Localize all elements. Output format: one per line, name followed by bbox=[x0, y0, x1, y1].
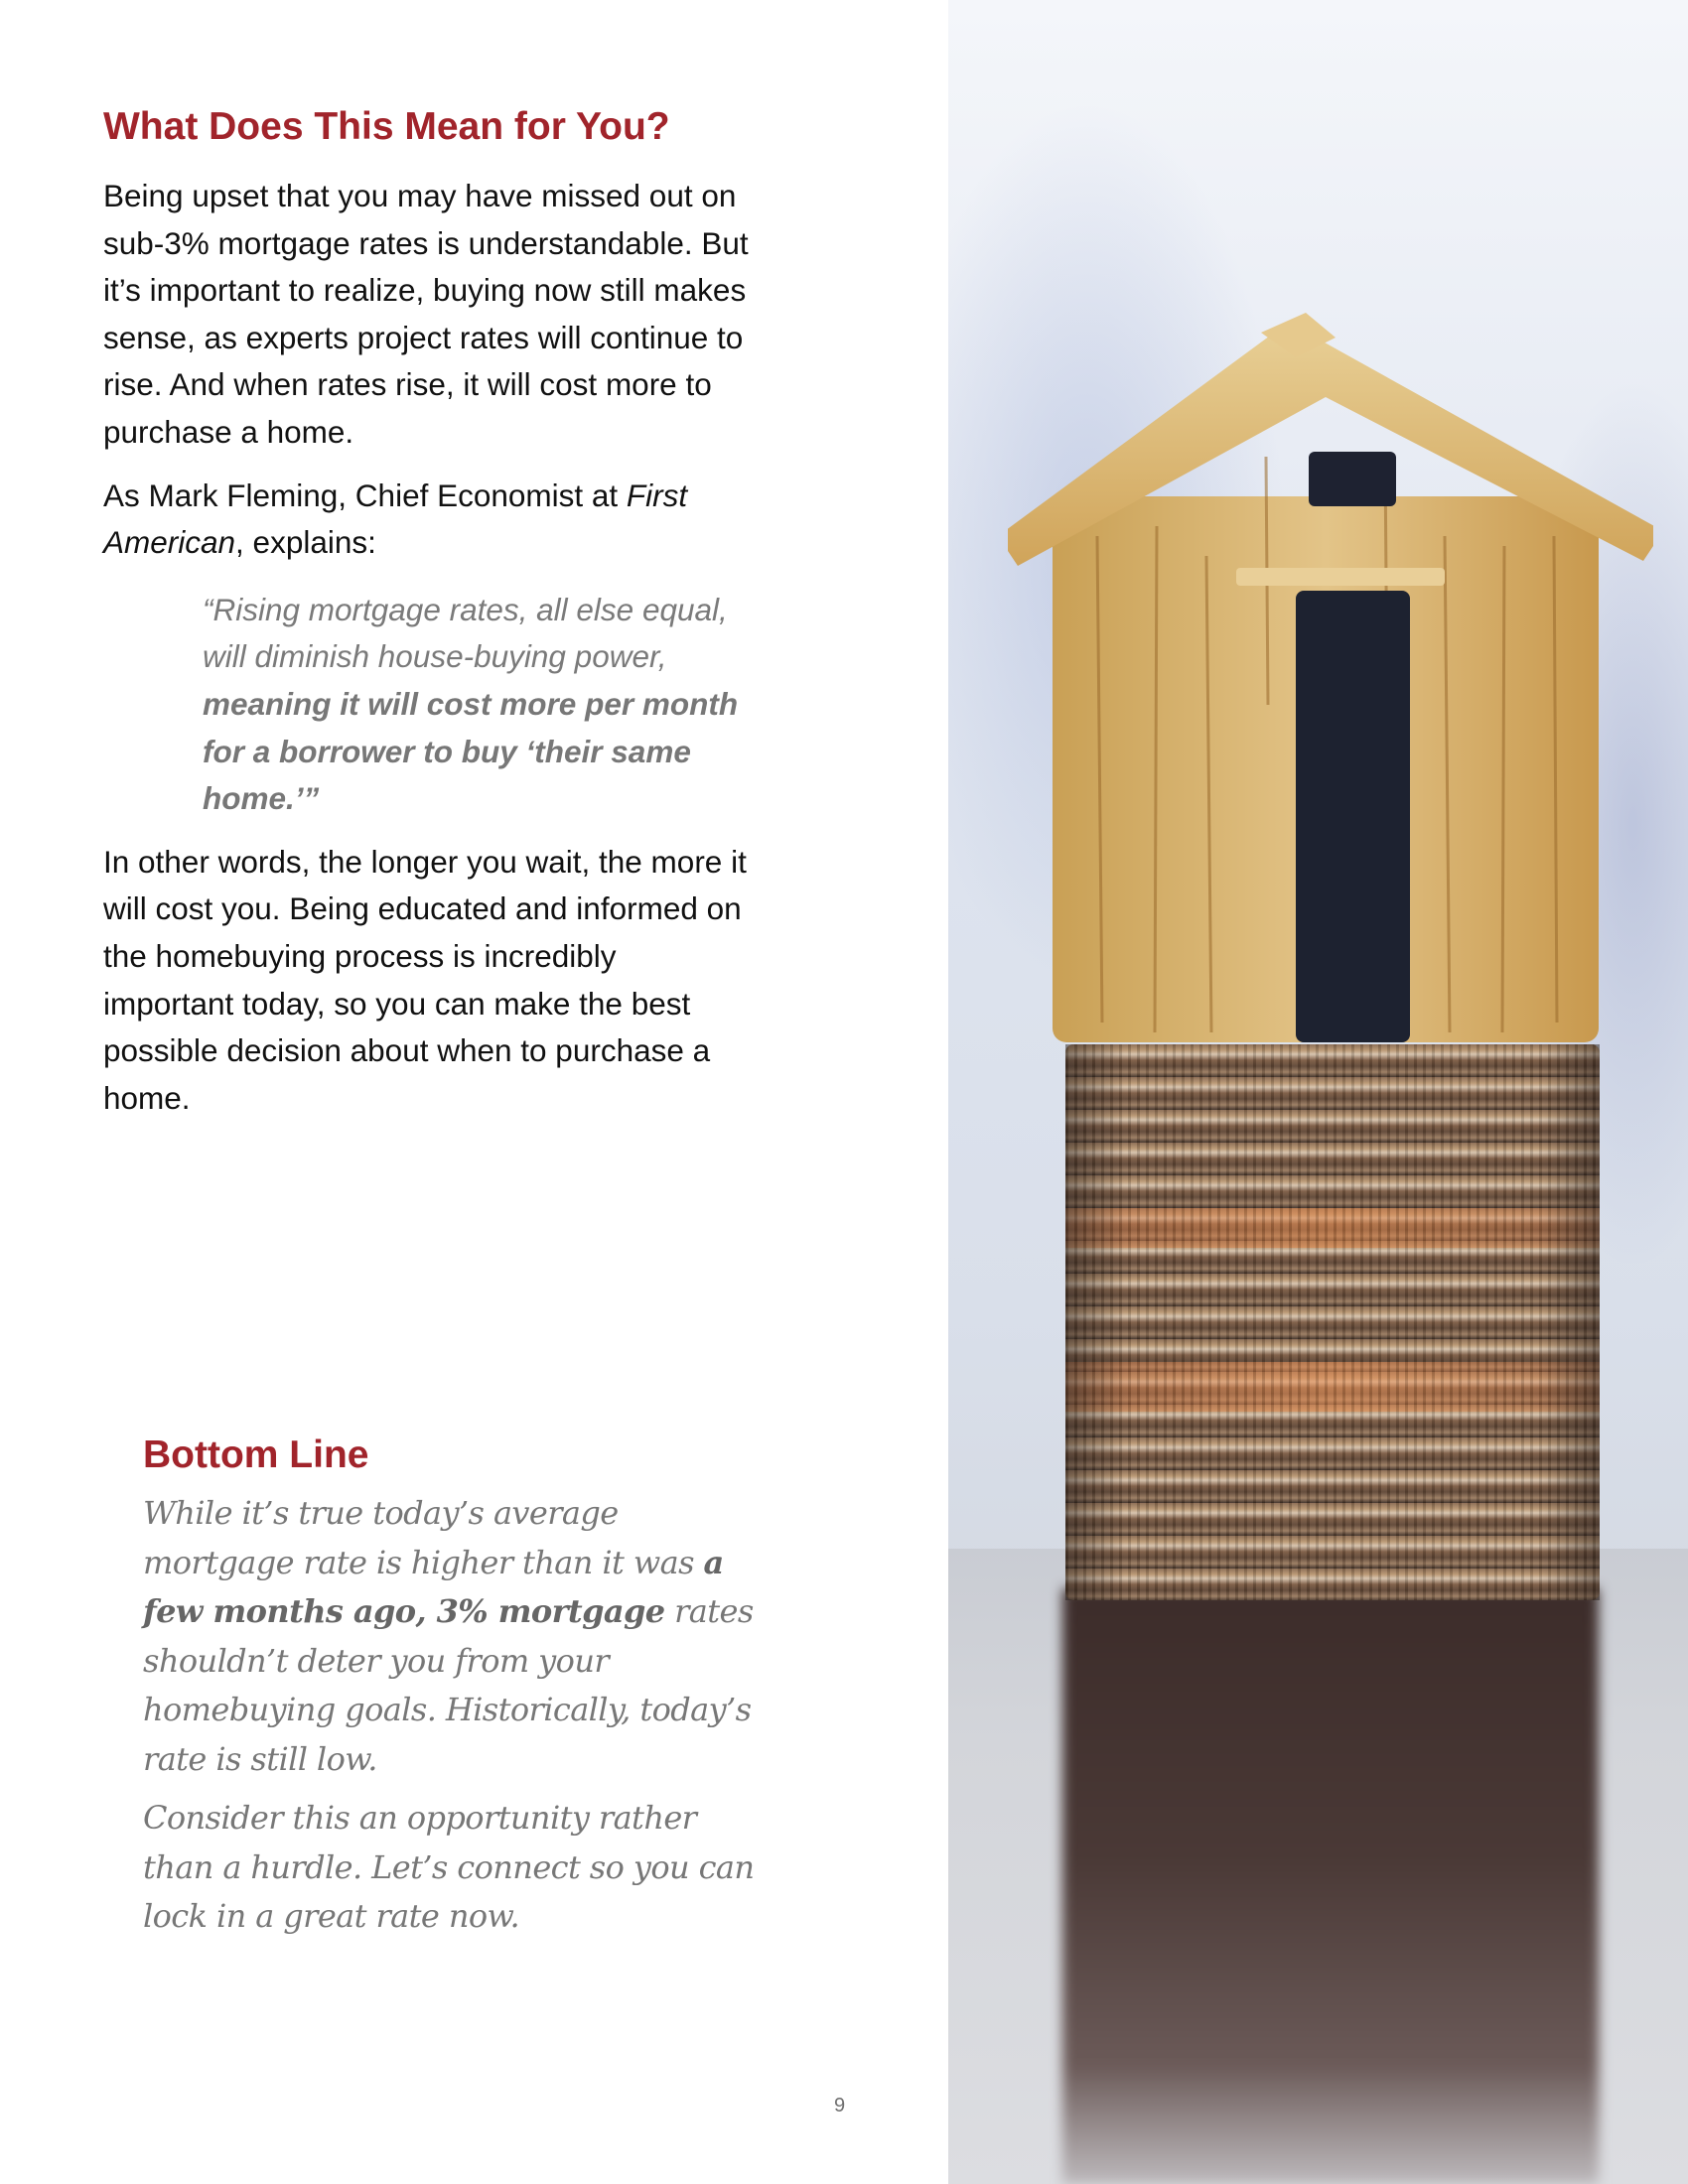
main-text-column bbox=[103, 99, 749, 1122]
page-number: 9 bbox=[834, 2095, 846, 2116]
door-lintel bbox=[1236, 568, 1445, 586]
bottom-line-text: rates shouldn’t deter you from your homebuying goals. Historically, today’s rate is still low. bbox=[143, 1592, 754, 1778]
miniature-house-icon bbox=[1008, 308, 1653, 1052]
coin-reflection bbox=[1062, 1588, 1599, 2184]
house-door bbox=[1296, 591, 1410, 1042]
bottom-line-paragraph-2: Consider this an opportunity rather than a hurdle. Let’s connect so you can lock in a great rate now. bbox=[143, 1799, 755, 1935]
expert-quote bbox=[203, 587, 759, 823]
coin-edge-shade bbox=[1065, 1044, 1125, 1600]
intro-paragraph: Being upset that you may have missed out on sub-3% mortgage rates is understandable. But it’s important to realize, buying now still makes sense, as experts project rates will continue to rise. And when rates rise, it will cost more to purchase a home. bbox=[103, 178, 749, 450]
bottom-line-emphasis: a few months ago, 3% mortgage bbox=[143, 1543, 724, 1630]
copper-coin-band bbox=[1065, 1208, 1600, 1248]
section-heading: What Does This Mean for You? bbox=[103, 105, 670, 148]
coin-stack bbox=[1065, 1044, 1600, 1600]
bottom-line-heading: Bottom Line bbox=[143, 1433, 369, 1476]
quote-emphasis: meaning it will cost more per month for a borrower to buy ‘their same home.’” bbox=[203, 685, 739, 817]
bottom-line-paragraph-1 bbox=[143, 1489, 759, 1784]
bottom-line-text: While it’s true today’s average mortgage rate is higher than it was bbox=[143, 1494, 704, 1581]
attribution-source: First American bbox=[103, 477, 688, 561]
coin-edge-shade bbox=[1540, 1044, 1600, 1600]
conclusion-paragraph: In other words, the longer you wait, the more it will cost you. Being educated and informed on the homebuying process is incredibly important today, so you can make the best possible decision about when to purchase a home. bbox=[103, 843, 747, 1116]
bottom-line-box bbox=[143, 1428, 759, 1942]
attribution-paragraph bbox=[103, 473, 749, 567]
house-window bbox=[1309, 452, 1396, 506]
attribution-suffix: , explains: bbox=[235, 524, 376, 561]
attribution-prefix: As Mark Fleming, Chief Economist at bbox=[103, 477, 627, 513]
copper-coin-band bbox=[1065, 1362, 1600, 1412]
quote-plain: “Rising mortgage rates, all else equal, will diminish house-buying power, bbox=[203, 591, 728, 675]
house-on-coins-photo bbox=[948, 0, 1688, 2184]
